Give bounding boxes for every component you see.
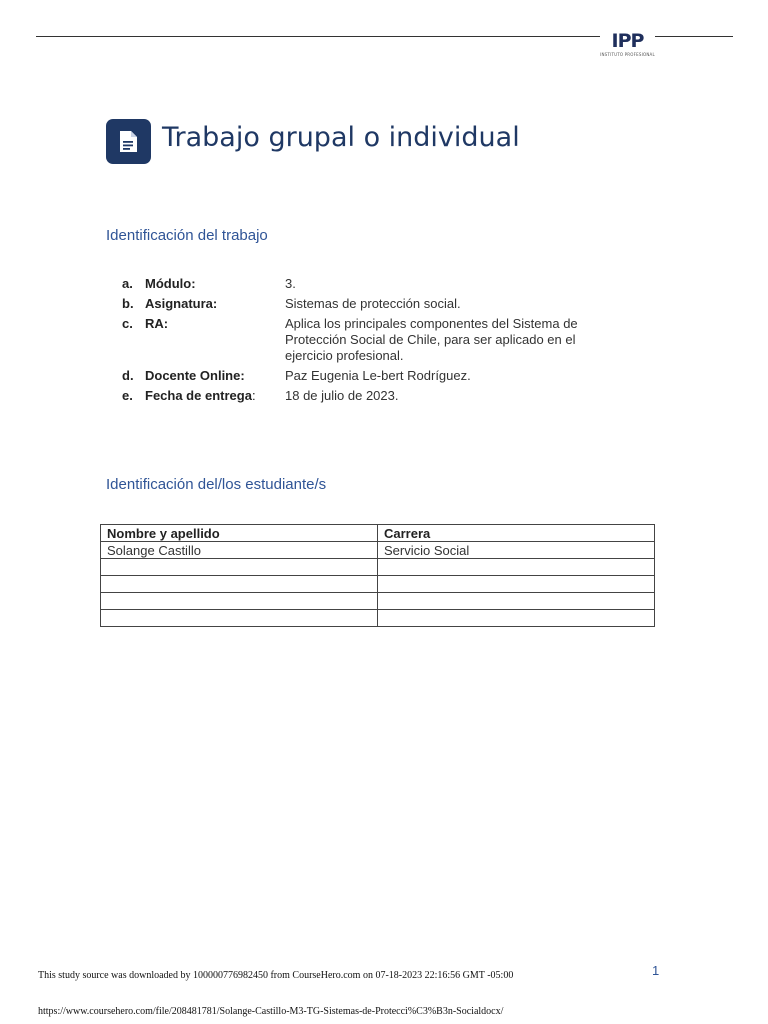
logo-mark: IPP [611,30,644,52]
info-row-ra [122,316,612,364]
column-header-nombre: Nombre y apellido [101,525,378,542]
table-cell: Servicio Social [378,542,655,559]
info-label: Módulo: [145,276,196,291]
info-letter: e. [122,388,133,403]
info-value: Aplica los principales componentes del Sistema de Protección Social de Chile, para ser aplicado en el ejercicio profesional. [285,316,578,363]
logo-subtext: INSTITUTO PROFESIONAL [600,52,655,57]
info-row-fecha [122,388,612,404]
info-label: Docente Online: [145,368,245,383]
info-letter: d. [122,368,134,383]
table-cell [378,576,655,593]
table-cell [378,559,655,576]
info-row-docente [122,368,612,384]
table-row [101,593,655,610]
info-label: Asignatura: [145,296,218,311]
work-info-list [122,276,612,408]
table-row [101,610,655,627]
download-note: This study source was downloaded by 100000776982450 from CourseHero.com on 07-18-2023 22:16:56 GMT -05:00 [38,970,514,981]
info-value: Paz Eugenia Le-bert Rodríguez. [285,368,471,383]
info-value: Sistemas de protección social. [285,296,461,311]
document-icon [106,119,151,164]
table-cell [101,593,378,610]
table-cell [101,576,378,593]
info-value: 3. [285,276,296,291]
students-table [100,524,655,627]
table-row [101,542,655,559]
info-label: RA: [145,316,169,331]
table-cell [378,610,655,627]
table-row [101,559,655,576]
info-label: Fecha de entrega: [145,388,256,403]
ipp-logo [600,30,655,57]
table-header-row [101,525,655,542]
info-letter: a. [122,276,133,291]
info-letter: c. [122,316,133,331]
document-title: Trabajo grupal o individual [162,122,520,153]
info-row-asignatura [122,296,612,312]
page-number: 1 [652,963,660,978]
table-cell [101,610,378,627]
section-heading-trabajo: Identificación del trabajo [106,227,268,244]
column-header-carrera: Carrera [378,525,655,542]
info-value: 18 de julio de 2023. [285,388,399,403]
info-row-modulo [122,276,612,292]
section-heading-estudiantes: Identificación del/los estudiante/s [106,476,327,493]
table-cell [378,593,655,610]
table-cell: Solange Castillo [101,542,378,559]
info-letter: b. [122,296,134,311]
table-cell [101,559,378,576]
source-url[interactable]: https://www.coursehero.com/file/208481781/Solange-Castillo-M3-TG-Sistemas-de-Protecci%C3%B3n-Socialdocx/ [38,1006,504,1017]
table-row [101,576,655,593]
